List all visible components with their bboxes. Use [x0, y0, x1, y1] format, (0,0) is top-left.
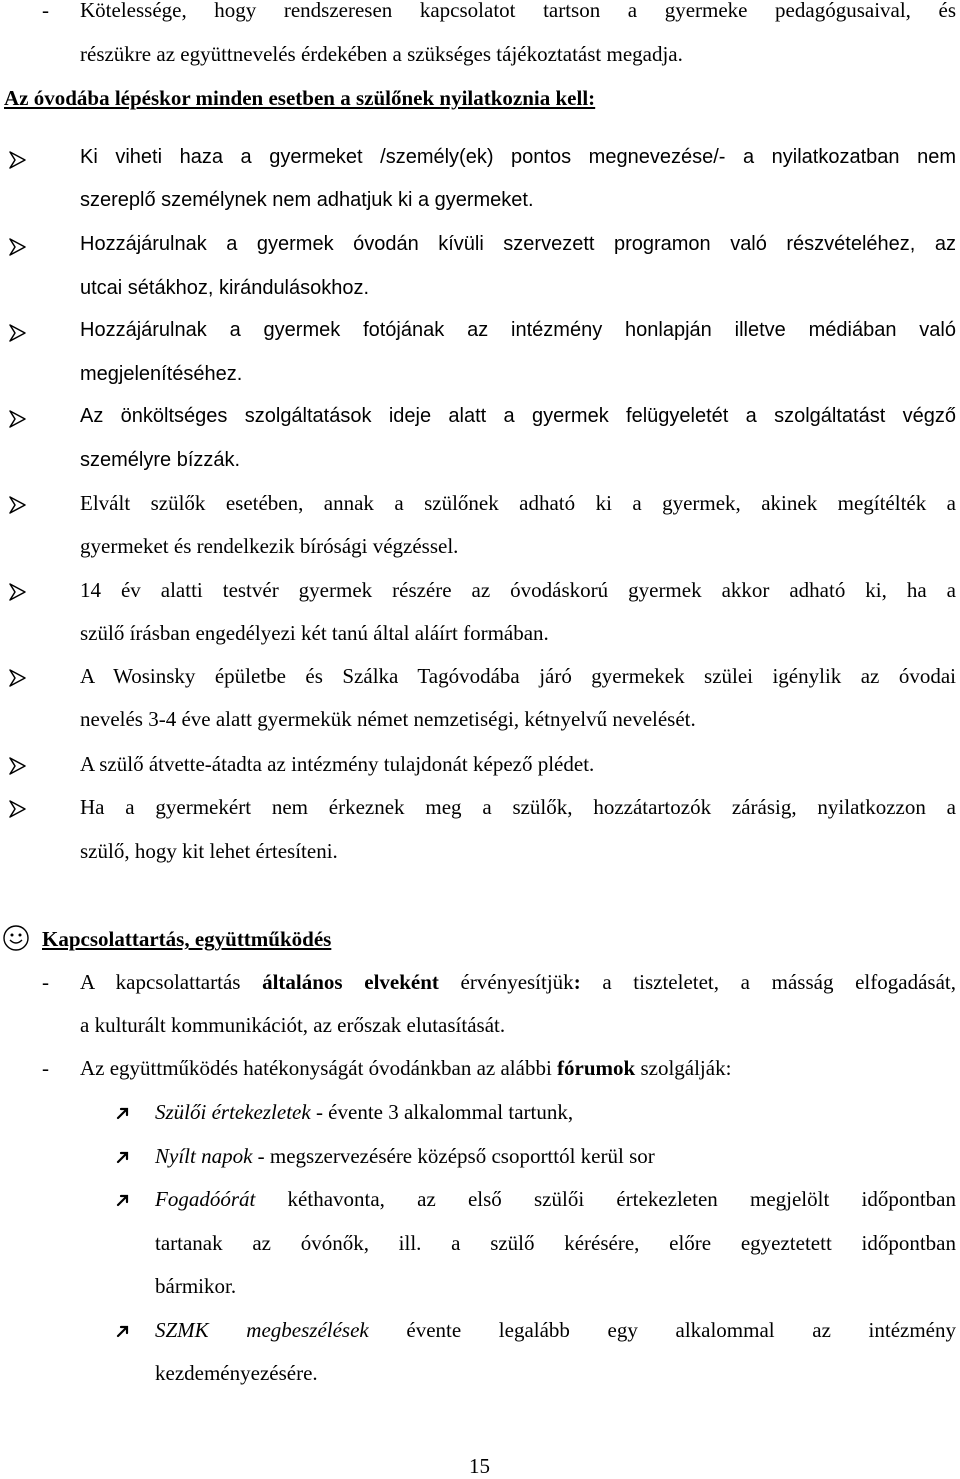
list-item-continuation: személyre bízzák.	[80, 449, 241, 471]
list-item: A Wosinsky épületbe és Szálka Tagóvodába járó gyermekek szülei igénylik az óvodai	[80, 664, 956, 688]
section-title: Kapcsolattartás, együttműködés	[42, 927, 332, 951]
bold-run: fórumok	[557, 1056, 636, 1080]
forum-item-continuation: kezdeményezésére.	[155, 1361, 318, 1385]
smiley-icon	[2, 924, 30, 952]
list-dash: -	[42, 1056, 49, 1080]
forum-item-continuation: bármikor.	[155, 1274, 237, 1298]
list-dash: -	[42, 0, 49, 22]
bold-run: általános elveként	[262, 970, 439, 994]
pointer-bullet-icon	[116, 1150, 130, 1164]
paragraph-line: Kötelessége, hogy rendszeresen kapcsolatot tartson a gyermeke pedagógusaival, és	[80, 0, 956, 22]
paragraph-line	[80, 969, 956, 995]
arrow-bullet-icon	[6, 149, 28, 171]
list-item: Ki viheti haza a gyermeket /személy(ek) pontos megnevezése/- a nyilatkozatban nem	[80, 146, 956, 168]
forum-item	[155, 1186, 956, 1212]
paragraph-line: részükre az együttnevelés érdekében a szükséges tájékoztatást megadja.	[80, 42, 683, 66]
forum-item	[155, 1143, 655, 1169]
text-run: a tiszteletet, a másság elfogadását,	[580, 970, 956, 994]
forum-item	[155, 1099, 573, 1125]
text-run: A kapcsolattartás	[80, 970, 263, 994]
arrow-bullet-icon	[6, 667, 28, 689]
arrow-bullet-icon	[6, 755, 28, 777]
forum-item	[155, 1317, 956, 1343]
forum-text: - évente 3 alkalommal tartunk,	[310, 1100, 574, 1124]
list-item: 14 év alatti testvér gyermek részére az óvodáskorú gyermek akkor adható ki, ha a	[80, 578, 956, 602]
list-item-continuation: megjelenítéséhez.	[80, 363, 243, 385]
bold-run: :	[573, 970, 581, 994]
text-run: érvényesítjük	[438, 970, 574, 994]
arrow-bullet-icon	[6, 408, 28, 430]
forum-name: Nyílt napok	[155, 1144, 253, 1168]
list-item-continuation: szülő, hogy kit lehet értesíteni.	[80, 839, 338, 863]
arrow-bullet-icon	[6, 236, 28, 258]
paragraph-line	[80, 1055, 731, 1081]
arrow-bullet-icon	[6, 494, 28, 516]
list-dash: -	[42, 970, 49, 994]
page-number: 15	[469, 1454, 490, 1478]
list-item-continuation: szereplő személynek nem adhatjuk ki a gyermeket.	[80, 189, 534, 211]
list-item-continuation: szülő írásban engedélyezi két tanú által aláírt formában.	[80, 621, 549, 645]
list-item: Az önköltséges szolgáltatások ideje alatt a gyermek felügyeletét a szolgáltatást végző	[80, 405, 956, 427]
list-item-continuation: gyermeket és rendelkezik bírósági végzéssel.	[80, 534, 459, 558]
declaration-heading: Az óvodába lépéskor minden esetben a szülőnek nyilatkoznia kell:	[4, 86, 596, 110]
arrow-bullet-icon	[6, 798, 28, 820]
list-item: Hozzájárulnak a gyermek fotójának az intézmény honlapján illetve médiában való	[80, 319, 956, 341]
list-item: Ha a gyermekért nem érkeznek meg a szülők, hozzátartozók zárásig, nyilatkozzon a	[80, 795, 956, 819]
paragraph-line: a kulturált kommunikációt, az erőszak elutasítását.	[80, 1013, 506, 1037]
forum-item-continuation: tartanak az óvónők, ill. a szülő kérésére, előre egyeztetett időpontban	[155, 1231, 956, 1255]
forum-name: SZMK megbeszélések	[155, 1318, 369, 1342]
forum-text: évente legalább egy alkalommal az intézmény	[368, 1318, 956, 1342]
list-item-continuation: utcai sétákhoz, kirándulásokhoz.	[80, 277, 370, 299]
list-item: Elvált szülők esetében, annak a szülőnek adható ki a gyermek, akinek megítélték a	[80, 491, 956, 515]
arrow-bullet-icon	[6, 322, 28, 344]
forum-name: Szülői értekezletek	[155, 1100, 311, 1124]
list-item-continuation: nevelés 3-4 éve alatt gyermekük német nemzetiségi, kétnyelvű nevelését.	[80, 707, 696, 731]
forum-text: - megszervezésére középső csoporttól kerül sor	[252, 1144, 655, 1168]
list-item: A szülő átvette-átadta az intézmény tulajdonát képező plédet.	[80, 752, 595, 776]
arrow-bullet-icon	[6, 581, 28, 603]
forum-text: kéthavonta, az első szülői értekezleten megjelölt időpontban	[255, 1187, 956, 1211]
pointer-bullet-icon	[116, 1193, 130, 1207]
forum-name: Fogadóórát	[155, 1187, 256, 1211]
list-item: Hozzájárulnak a gyermek óvodán kívüli szervezett programon való részvételéhez, az	[80, 233, 956, 255]
text-run: szolgálják:	[635, 1056, 732, 1080]
pointer-bullet-icon	[116, 1324, 130, 1338]
pointer-bullet-icon	[116, 1106, 130, 1120]
text-run: Az együttműködés hatékonyságát óvodánkban az alábbi	[80, 1056, 558, 1080]
